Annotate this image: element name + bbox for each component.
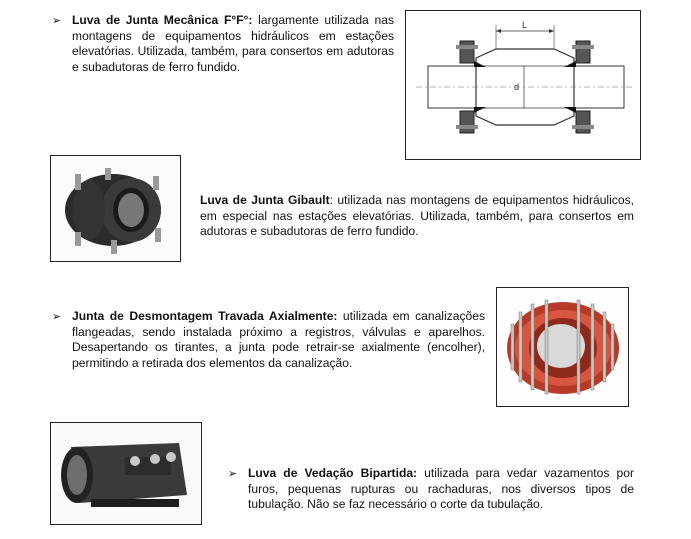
item-split-repair-clamp — [248, 466, 634, 513]
figure-split-repair-clamp-photo — [50, 422, 202, 525]
bullet-icon: ➢ — [52, 311, 62, 323]
bullet-icon: ➢ — [52, 15, 62, 27]
bullet-icon: ➢ — [228, 468, 238, 480]
item-title: Luva de Junta Mecânica F°F°: — [72, 13, 253, 27]
item-body: : utilizada nas montagens de equipamentos hidráulicos, em especial nas estações elevatórias. Utilizada, também, para consertos em adutoras e subadutoras de ferro fundido. — [200, 193, 634, 238]
split-clamp-icon — [51, 423, 201, 524]
figure-gibault-joint-photo — [50, 155, 181, 262]
figure-mechanical-joint-drawing — [405, 10, 641, 160]
figure-dismantling-joint-photo — [496, 287, 629, 407]
item-gibault-joint — [200, 193, 634, 240]
item-body: utilizada em canalizações flangeadas, sendo instalada próximo a registros, válvulas e aparelhos. Desapertando os tirantes, a junta pode retrair-se axialmente (encolher), permitindo a retirada dos elementos da canalização. — [72, 309, 485, 370]
gibault-joint-icon — [51, 156, 180, 261]
item-title: Luva de Vedação Bipartida: — [248, 466, 418, 480]
item-dismantling-joint — [72, 309, 485, 371]
item-body: utilizada para vedar vazamentos por furos, pequenas rupturas ou rachaduras, nos diversos tipos de tubulação. Não se faz necessário o corte da tubulação. — [248, 466, 634, 511]
item-title: Luva de Junta Gibault — [200, 193, 330, 207]
item-mechanical-joint — [72, 13, 394, 75]
dimension-label-d: d — [514, 82, 520, 92]
dimension-label-L: L — [522, 20, 528, 30]
technical-drawing-icon — [406, 11, 640, 159]
item-title: Junta de Desmontagem Travada Axialmente: — [72, 309, 338, 323]
item-body: largamente utilizada nas montagens de equipamentos hidráulicos em estações elevatórias. Utilizada, também, para consertos em adutoras e subadutoras de ferro fundido. — [72, 13, 394, 74]
dismantling-joint-icon — [497, 288, 628, 406]
